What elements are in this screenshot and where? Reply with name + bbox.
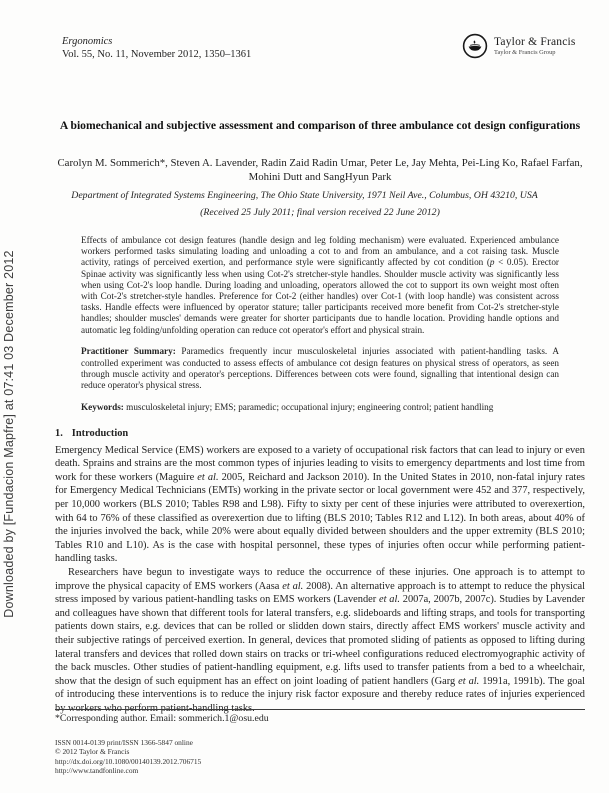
- abstract-block: [81, 235, 559, 413]
- download-watermark: Downloaded by [Fundacion Mapfre] at 07:41 03 December 2012: [2, 250, 16, 618]
- journal-issue-line: Vol. 55, No. 11, November 2012, 1350–1361: [62, 49, 252, 60]
- publisher-group-name: Taylor & Francis Group: [494, 49, 556, 56]
- keywords-line: [81, 402, 559, 413]
- taylor-francis-logo: [462, 33, 576, 59]
- issn-line: ISSN 0014-0139 print/ISSN 1366-5847 online: [55, 738, 193, 747]
- section-heading-introduction: [55, 427, 585, 441]
- section-number: 1.: [55, 428, 63, 439]
- keywords-text: musculoskeletal injury; EMS; paramedic; occupational injury; engineering control; patient handling: [123, 401, 494, 412]
- footnote-divider: [55, 709, 585, 710]
- author-list: Carolyn M. Sommerich*, Steven A. Lavender, Radin Zaid Radin Umar, Peter Le, Jay Mehta, Pei-Ling Ko, Rafael Farfan, Mohini Dutt and SangHyun Park: [57, 157, 583, 183]
- publisher-site-line: http://www.tandfonline.com: [55, 766, 139, 776]
- practitioner-summary: [81, 346, 559, 391]
- imprint-block: [55, 738, 585, 776]
- copyright-line: © 2012 Taylor & Francis: [55, 747, 130, 757]
- article-title: A biomechanical and subjective assessment and comparison of three ambulance cot design configurations: [59, 119, 581, 132]
- publisher-name: Taylor & Francis: [494, 36, 576, 48]
- introduction-section: [55, 427, 585, 715]
- journal-name: Ergonomics: [62, 36, 113, 47]
- abstract-paragraph: Effects of ambulance cot design features (handle design and leg folding mechanism) were evaluated. Experienced ambulance workers performed tasks simulating loading and unloading a cot to and from an ambulance, and a cot raising task. Muscle activity, ratings of perceived exertion, and performance style were significantly affected by cot condition (p < 0.05). Erector Spinae activity was significantly less when using Cot-2's stretcher-style handles. Shoulder muscle activity was significantly less when using Cot-2's loop handle. During loading and unloading, operators allowed the cot to support its own weight most often with Cot-2's stretcher-style handles. Preference for Cot-2 (either handles) over Cot-1 (with loop handle) was consistent across tasks. Handle effects were influenced by operator stature; taller participants received more benefit from Cot-2's stretcher-style handles; shoulder muscles' demands were greater for shorter participants due to handle location. Providing handle options and automatic leg folding/unfolding operation can reduce cot operator's effort and physical strain.: [81, 235, 559, 335]
- received-dates: (Received 25 July 2011; final version received 22 June 2012): [200, 207, 440, 218]
- doi-line: http://dx.doi.org/10.1080/00140139.2012.706715: [55, 756, 202, 766]
- keywords-label: Keywords:: [81, 401, 124, 412]
- journal-masthead: [62, 35, 251, 61]
- intro-paragraph-1: Emergency Medical Service (EMS) workers are exposed to a variety of occupational risk factors that can lead to injury or even death. Sprains and strains are the most common types of injuries leading to visits to emergency departments and lost time from work for these workers (Maguire et al. 2005, Reichard and Jackson 2010). In the United States in 2010, non-fatal injury rates for Emergency Medical Technicians (EMTs) working in the private sector or local government were 452 and 377, respectively, per 10,000 workers (BLS 2010; Tables R98 and L98). Fifty to sixty per cent of these injuries were attributed to overexertion, with 64 to 76% of these classified as overexertion due to lifting (BLS 2010; Tables R12 and L12). In both areas, about 40% of the injuries involved the back, while 20% were about equally divided between shoulders and the upper extremity (BLS 2010; Tables R10 and L10). As is the case with hospital personnel, these types of injuries often occur while performing patient-handling tasks.: [55, 444, 585, 565]
- author-affiliation: Department of Integrated Systems Engineering, The Ohio State University, 1971 Neil Ave., Columbus, OH 43210, USA: [71, 190, 538, 201]
- intro-paragraph-2: Researchers have begun to investigate ways to reduce the occurrence of these injuries. One approach is to attempt to improve the physical capacity of EMS workers (Aasa et al. 2008). An alternative approach is to attempt to reduce the physical stress imposed by various patient-handling tasks on EMS workers (Lavender et al. 2007a, 2007b, 2007c). Studies by Lavender and colleagues have shown that different tools for lateral transfers, e.g. slideboards and lifting straps, and tools for transporting patients down stairs, e.g. devices that can be rolled or slidden down stairs, directly affect EMS workers' muscle activity and their subjective ratings of perceived exertion. In general, devices that promoted sliding of patients as opposed to lifting during lateral transfers and devices that rolled down stairs on tracks or tri-wheel configurations reduced electromyographic activity of the back muscles. Other studies of patient-handling equipment, e.g. lifts used to transfer patients from a bed to a wheelchair, show that the design of such equipment has an effect on joint loading of patient handlers (Garg et al. 1991a, 1991b). The goal of introducing these interventions is to reduce the injury risk factor exposure and thereby reduce rates of injuries experienced by workers who perform patient-handling tasks.: [55, 566, 585, 714]
- corresponding-author-note: *Corresponding author. Email: sommerich.1@osu.edu: [55, 713, 269, 724]
- section-title: Introduction: [71, 428, 129, 439]
- taylor-francis-logo-text: [494, 33, 576, 56]
- taylor-francis-logo-icon: [462, 33, 488, 59]
- practitioner-summary-label: Practitioner Summary:: [81, 346, 176, 357]
- practitioner-summary-text: Paramedics frequently incur musculoskeletal injuries associated with patient-handling tasks. A controlled experiment was conducted to assess effects of ambulance cot design features on physical stress of operators, as seen through muscle activity and operator's perceptions. Differences between cots were found, signalling that intentional design can reduce operator's physical stress.: [81, 346, 559, 390]
